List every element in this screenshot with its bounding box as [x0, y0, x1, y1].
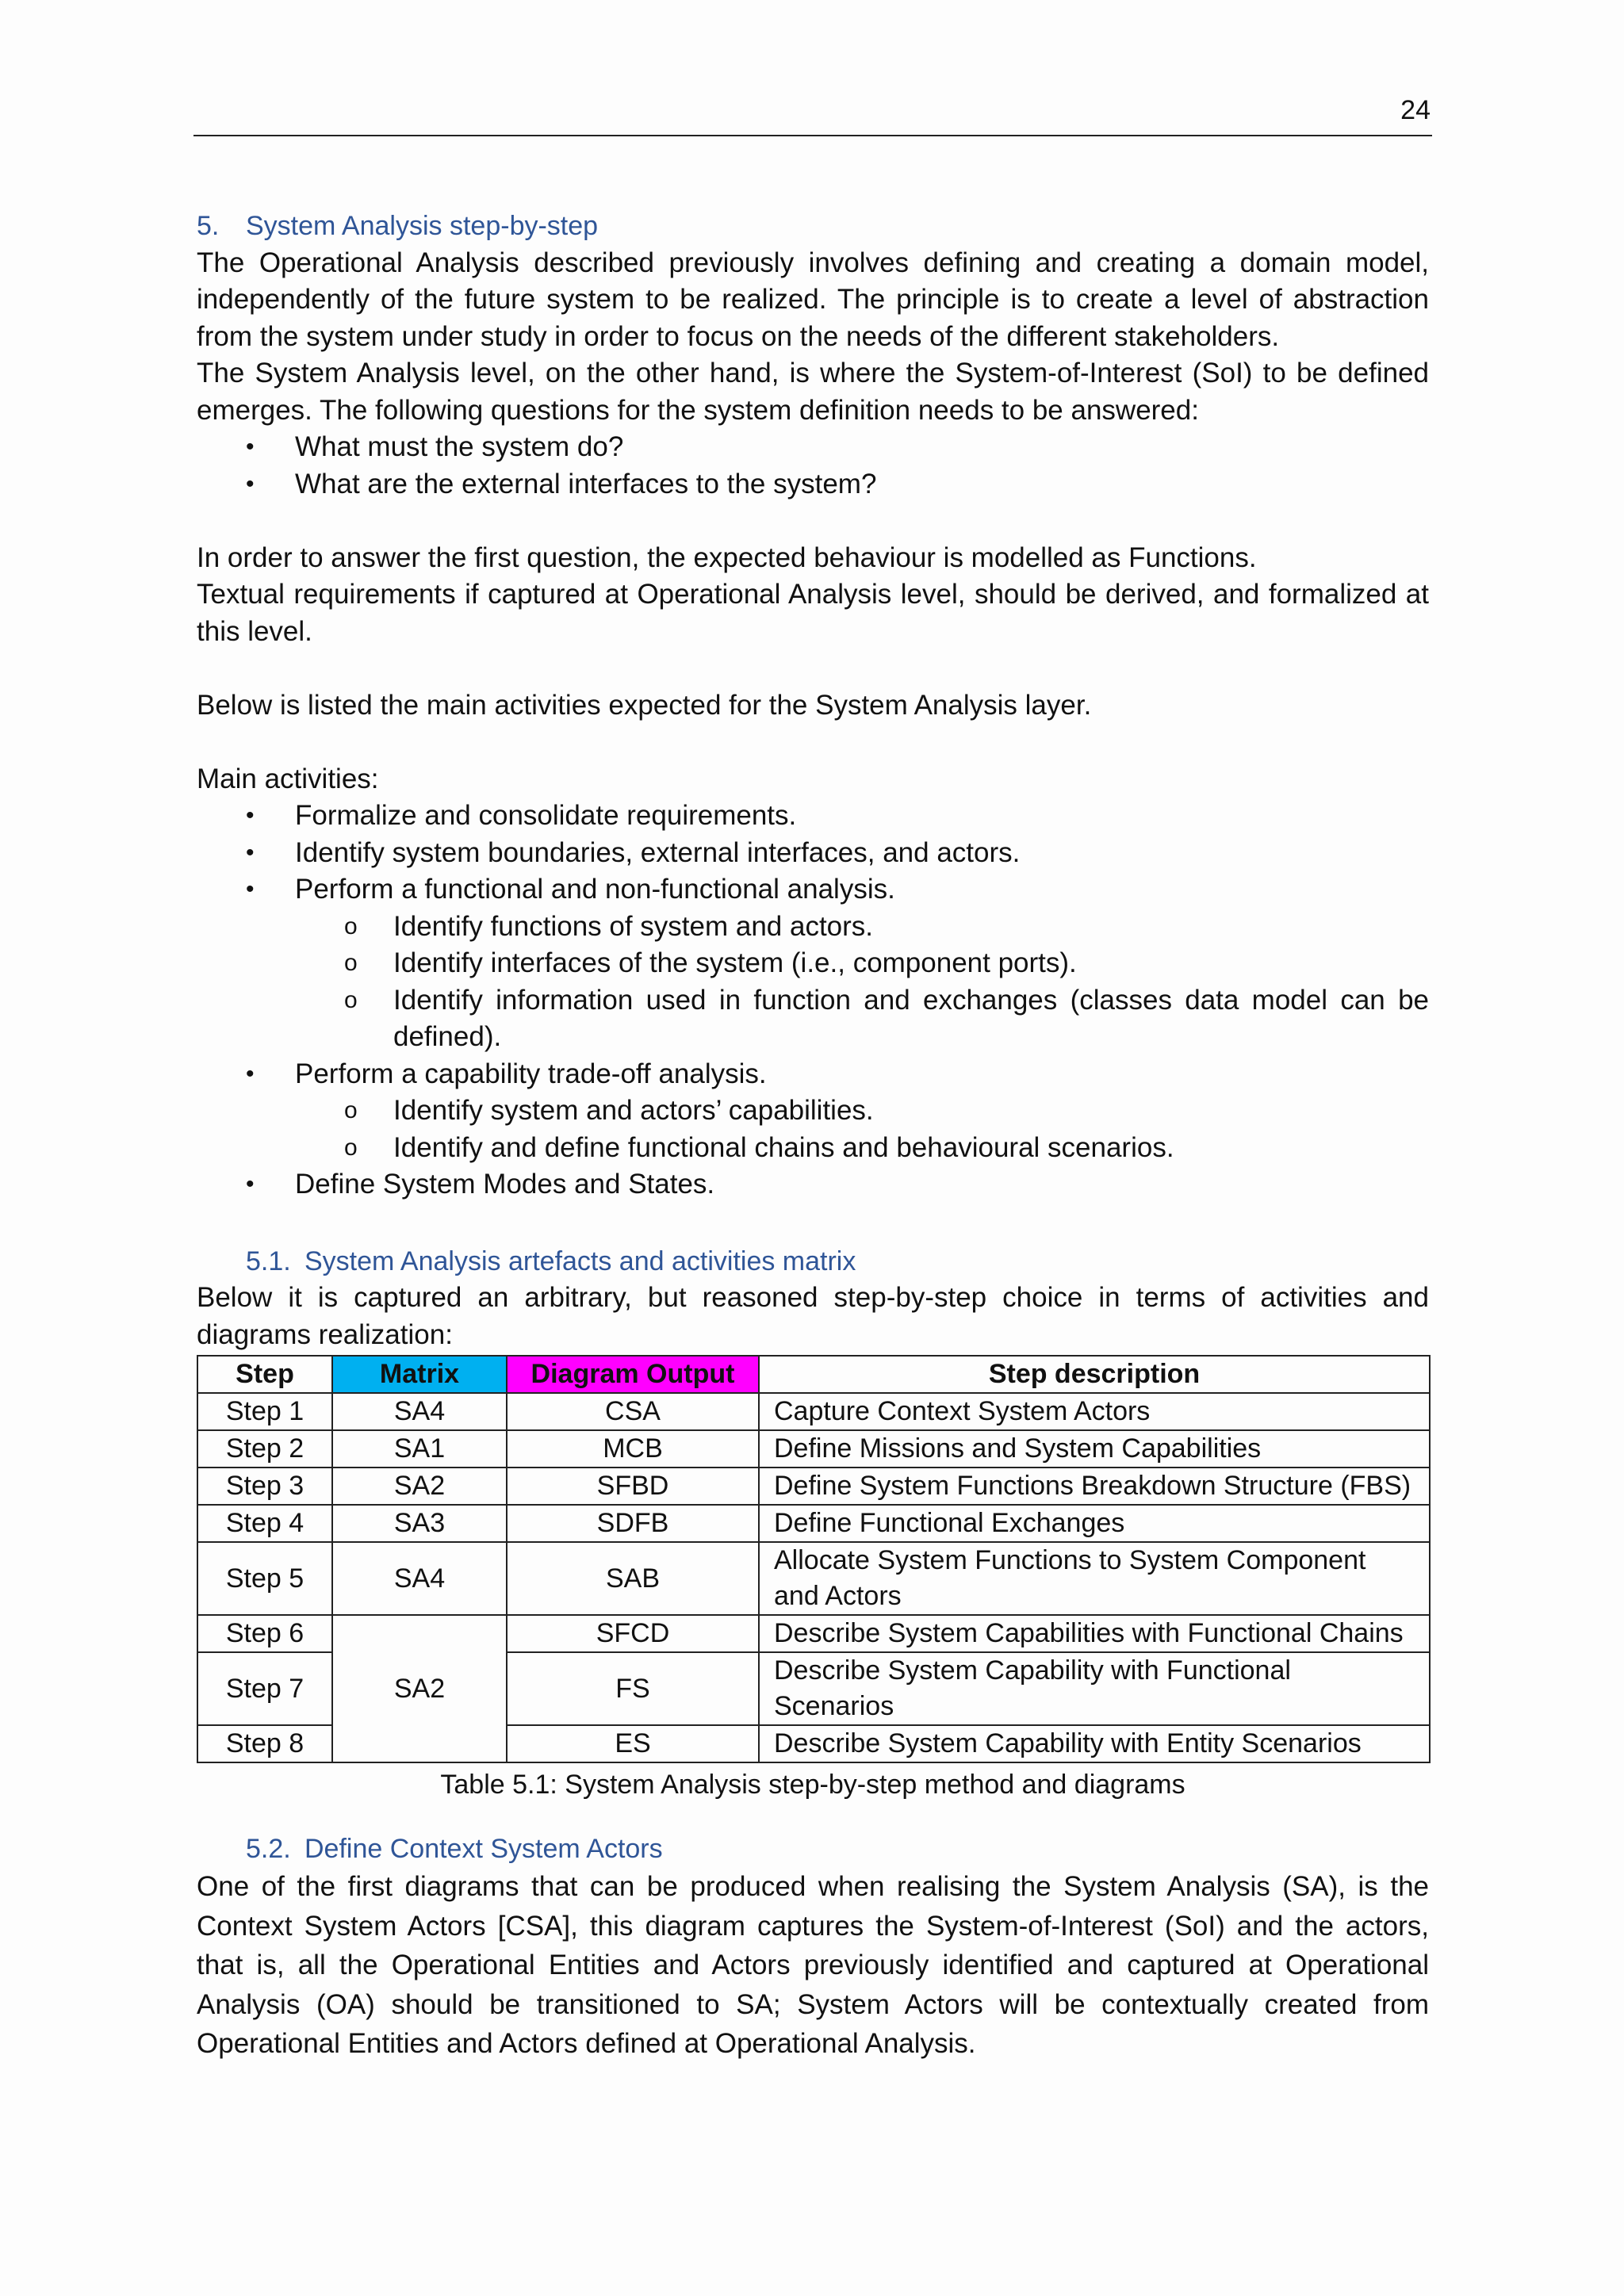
cell-diagram: ES	[507, 1725, 759, 1762]
cell-description: Capture Context System Actors	[759, 1393, 1430, 1430]
section-5-1-intro: Below it is captured an arbitrary, but reasoned step-by-step choice in terms of activities and diagrams realization:	[197, 1282, 1429, 1350]
cell-diagram: FS	[507, 1652, 759, 1725]
section-5-2-heading	[246, 1831, 1429, 1868]
section-5-heading	[197, 208, 1429, 245]
table-row	[197, 1542, 1430, 1615]
section-5-para-3: In order to answer the first question, the expected behaviour is modelled as Functions.	[197, 541, 1257, 573]
cell-step: Step 6	[197, 1615, 332, 1652]
cell-diagram: SFBD	[507, 1468, 759, 1505]
page-number: 24	[1400, 95, 1431, 125]
cell-matrix: SA2	[332, 1468, 507, 1505]
cell-matrix: SA4	[332, 1542, 507, 1615]
section-5-para-5: Below is listed the main activities expected for the System Analysis layer.	[197, 689, 1092, 721]
section-5-1-number: 5.1.	[246, 1246, 291, 1276]
sub-list	[295, 1093, 1429, 1166]
sub-list-item: o Identify interfaces of the system (i.e., component ports).	[295, 945, 1429, 982]
table-row	[197, 1393, 1430, 1430]
section-5-title: System Analysis step-by-step	[246, 211, 599, 241]
cell-step: Step 2	[197, 1430, 332, 1468]
table-header-row	[197, 1356, 1430, 1393]
table-caption: Table 5.1: System Analysis step-by-step method and diagrams	[440, 1770, 1185, 1800]
header-diagram-output: Diagram Output	[507, 1356, 759, 1393]
page-content	[197, 208, 1429, 2064]
cell-diagram: SFCD	[507, 1615, 759, 1652]
cell-description: Describe System Capability with Entity Scenarios	[759, 1725, 1430, 1762]
cell-matrix: SA4	[332, 1393, 507, 1430]
section-5-para-2: The System Analysis level, on the other hand, is where the System-of-Interest (SoI) to be defined emerges. The following questions for the system definition needs to be answered:	[197, 358, 1429, 426]
cell-description: Define System Functions Breakdown Structure (FBS)	[759, 1468, 1430, 1505]
activities-label: Main activities:	[197, 763, 379, 794]
sub-list-item: o Identify information used in function and exchanges (classes data model can be defined).	[295, 982, 1429, 1056]
cell-diagram: SDFB	[507, 1505, 759, 1542]
header-matrix: Matrix	[332, 1356, 507, 1393]
list-item-label: Perform a functional and non-functional analysis.	[295, 874, 895, 905]
list-item: • Identify system boundaries, external interfaces, and actors.	[197, 835, 1429, 872]
cell-diagram: MCB	[507, 1430, 759, 1468]
table-row	[197, 1615, 1430, 1652]
cell-description: Allocate System Functions to System Component and Actors	[759, 1542, 1430, 1615]
section-5-2-para: One of the first diagrams that can be produced when realising the System Analysis (SA), is the Context System Actors [CSA], this diagram captures the System-of-Interest (SoI) and the actors, that is, all the Operational Entities and Actors previously identified and captured at Operational Analysis (OA) should be transitioned to SA; System Actors will be contextually created from Operational Entities and Actors defined at Operational Analysis.	[197, 1871, 1429, 2059]
list-item: • Define System Modes and States.	[197, 1166, 1429, 1203]
list-item	[197, 871, 1429, 1056]
cell-diagram: CSA	[507, 1393, 759, 1430]
section-5-2-title: Define Context System Actors	[304, 1833, 663, 1864]
list-item: • What are the external interfaces to the system?	[197, 466, 1429, 503]
cell-description: Describe System Capability with Functional Scenarios	[759, 1652, 1430, 1725]
section-5-number: 5.	[197, 211, 220, 241]
section-5-1-heading	[246, 1243, 1429, 1280]
section-5-para-1: The Operational Analysis described previously involves defining and creating a domain model, independently of the future system to be realized. The principle is to create a level of abstraction from the system under study in order to focus on the needs of the different stakeholders.	[197, 247, 1429, 352]
cell-matrix: SA3	[332, 1505, 507, 1542]
cell-matrix-merged: SA2	[332, 1615, 507, 1762]
steps-table	[197, 1355, 1431, 1763]
cell-step: Step 4	[197, 1505, 332, 1542]
list-item-label: Perform a capability trade-off analysis.	[295, 1058, 767, 1089]
cell-step: Step 5	[197, 1542, 332, 1615]
activities-list	[197, 798, 1429, 1203]
list-item: • What must the system do?	[197, 429, 1429, 466]
sub-list-item: o Identify system and actors’ capabilities.	[295, 1093, 1429, 1130]
cell-step: Step 1	[197, 1393, 332, 1430]
questions-list	[197, 429, 1429, 503]
section-5-1-title: System Analysis artefacts and activities matrix	[304, 1246, 856, 1276]
sub-list-item: o Identify functions of system and actors.	[295, 909, 1429, 946]
cell-description: Define Missions and System Capabilities	[759, 1430, 1430, 1468]
cell-diagram: SAB	[507, 1542, 759, 1615]
header-rule	[193, 135, 1432, 136]
cell-step: Step 8	[197, 1725, 332, 1762]
sub-list-item: o Identify and define functional chains and behavioural scenarios.	[295, 1130, 1429, 1167]
table-row	[197, 1505, 1430, 1542]
cell-matrix: SA1	[332, 1430, 507, 1468]
list-item: • Formalize and consolidate requirements.	[197, 798, 1429, 835]
section-5-2-number: 5.2.	[246, 1833, 291, 1864]
cell-description: Define Functional Exchanges	[759, 1505, 1430, 1542]
list-item	[197, 1056, 1429, 1167]
cell-step: Step 7	[197, 1652, 332, 1725]
cell-step: Step 3	[197, 1468, 332, 1505]
table-row	[197, 1430, 1430, 1468]
header-step-description: Step description	[759, 1356, 1430, 1393]
section-5-para-4: Textual requirements if captured at Operational Analysis level, should be derived, and formalized at this level.	[197, 579, 1429, 647]
cell-description: Describe System Capabilities with Functional Chains	[759, 1615, 1430, 1652]
table-row	[197, 1468, 1430, 1505]
sub-list	[295, 909, 1429, 1056]
header-step: Step	[197, 1356, 332, 1393]
